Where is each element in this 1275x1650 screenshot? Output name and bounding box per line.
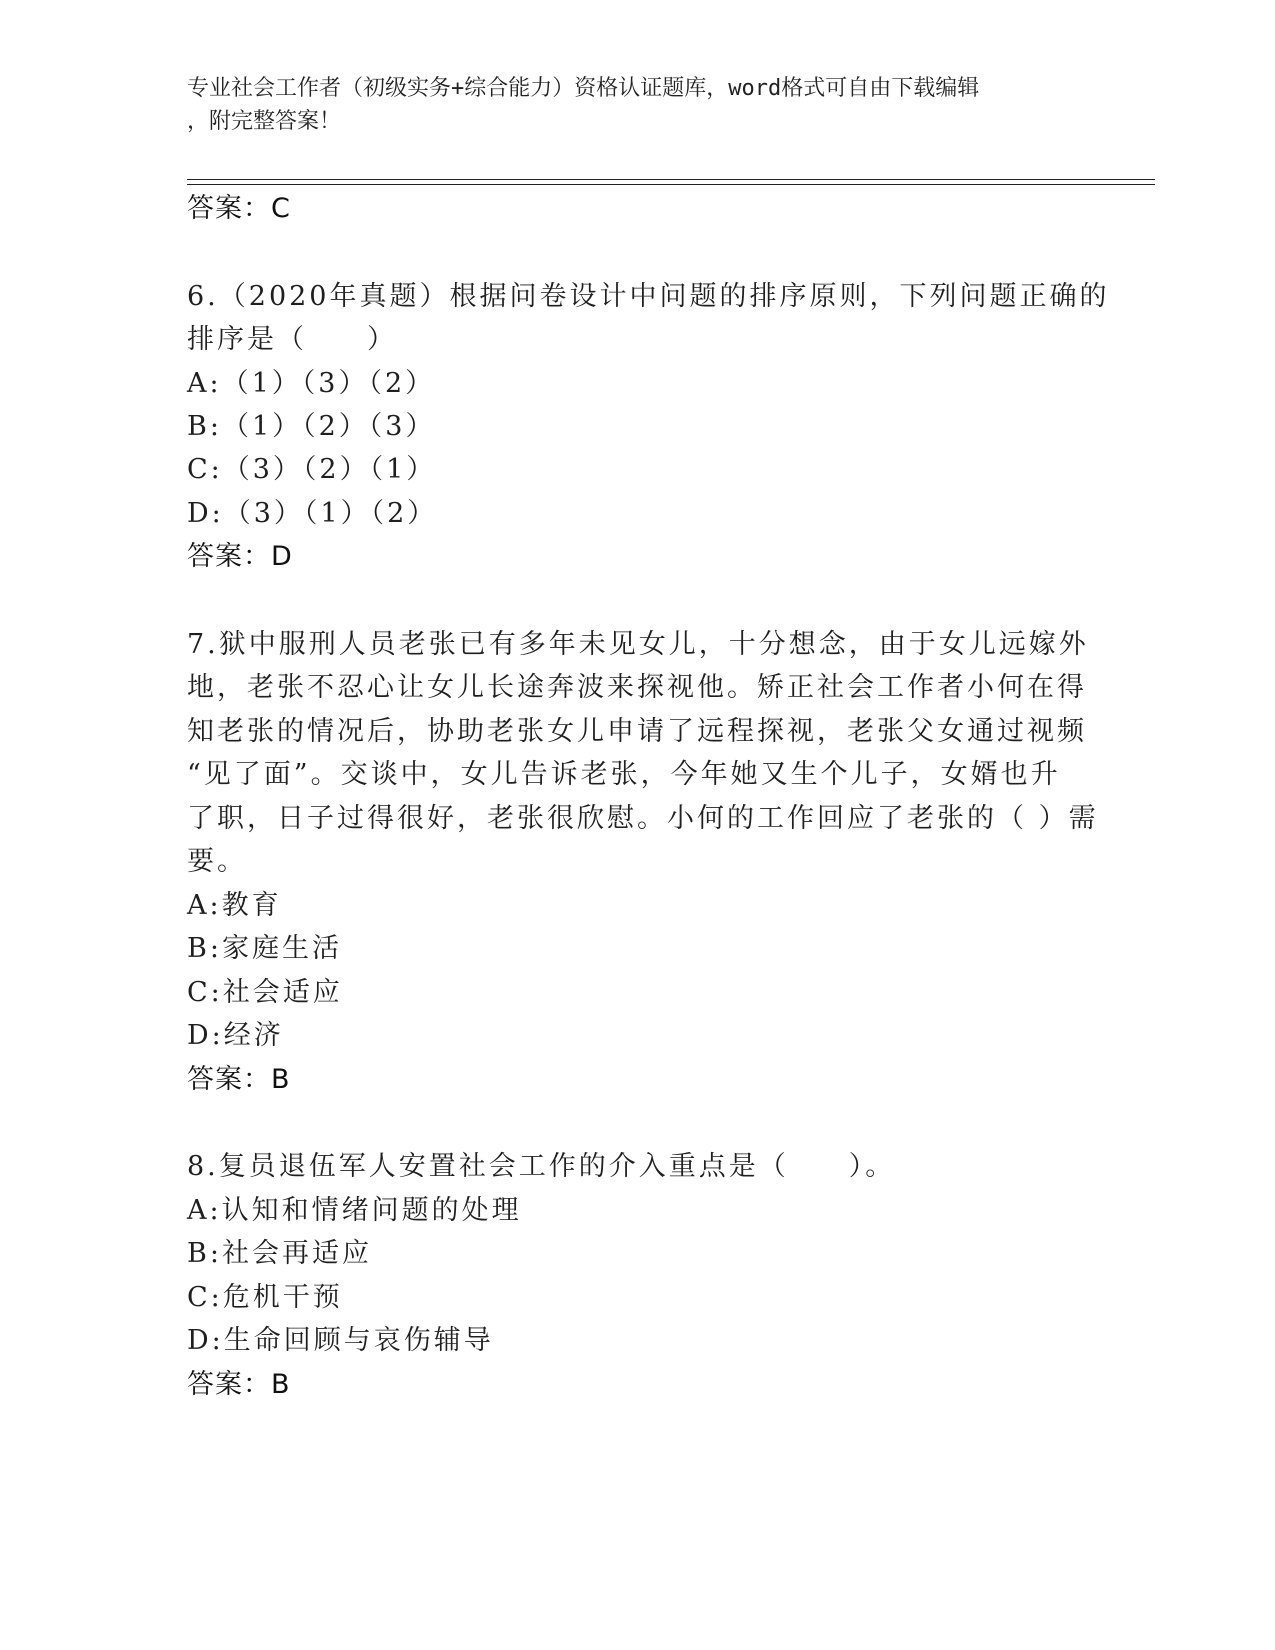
header-rule-bottom <box>187 184 1155 185</box>
option-b: B:社会再适应 <box>187 1238 372 1269</box>
option-a: A:（1）（3）（2） <box>187 368 436 399</box>
question-stem-line: 6.（2020年真题）根据问卷设计中问题的排序原则，下列问题正确的 <box>187 281 1110 312</box>
header-rule-top <box>187 179 1155 180</box>
option-b: B:（1）（2）（3） <box>187 411 436 442</box>
option-c: C:社会适应 <box>187 977 343 1008</box>
option-a: A:认知和情绪问题的处理 <box>187 1195 522 1226</box>
option-d: D:（3）（1）（2） <box>187 498 438 529</box>
header-line-2: ，附完整答案！ <box>187 109 342 134</box>
document-header <box>187 72 1087 138</box>
option-c: C:（3）（2）（1） <box>187 454 437 485</box>
option-d: D:生命回顾与哀伤辅导 <box>187 1325 494 1356</box>
previous-answer: 答案：C <box>187 193 291 224</box>
question-stem-line: 地，老张不忍心让女儿长途奔波来探视他。矫正社会工作者小何在得 <box>187 672 1087 703</box>
answer-label: 答案：B <box>187 1064 291 1095</box>
question-stem-line: 知老张的情况后，协助老张女儿申请了远程探视，老张父女通过视频 <box>187 716 1087 747</box>
question-stem-line: 7.狱中服刑人员老张已有多年未见女儿，十分想念，由于女儿远嫁外 <box>187 629 1089 660</box>
question-stem-line: “见了面”。交谈中，女儿告诉老张，今年她又生个儿子，女婿也升 <box>187 759 1061 790</box>
question-stem-line: 排序是（ ） <box>187 324 397 355</box>
answer-label: 答案：D <box>187 541 293 572</box>
header-line-1: 专业社会工作者（初级实务+综合能力）资格认证题库，word格式可自由下载编辑 <box>187 76 980 101</box>
question-stem-line: 8.复员退伍军人安置社会工作的介入重点是（ ）。 <box>187 1151 896 1182</box>
option-d: D:经济 <box>187 1020 284 1051</box>
question-stem-line: 要。 <box>187 846 247 877</box>
option-b: B:家庭生活 <box>187 933 342 964</box>
answer-label: 答案：B <box>187 1369 291 1400</box>
option-c: C:危机干预 <box>187 1282 343 1313</box>
option-a: A:教育 <box>187 890 282 921</box>
question-stem-line: 了职，日子过得很好，老张很欣慰。小何的工作回应了老张的（ ）需 <box>187 803 1099 834</box>
